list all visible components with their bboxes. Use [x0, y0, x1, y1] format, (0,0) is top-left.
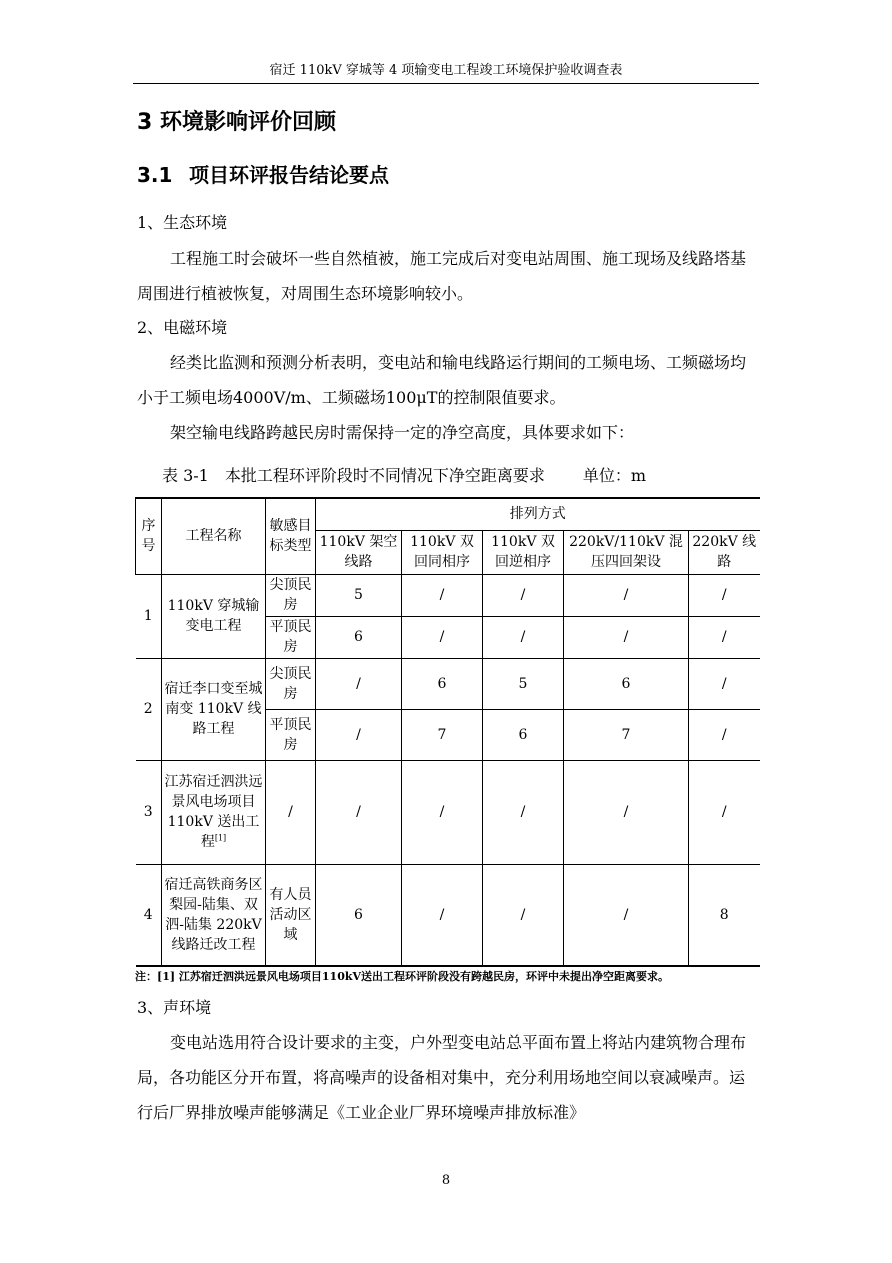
- section-title: 环境影响评价回顾: [159, 110, 336, 135]
- section-heading: [137, 107, 336, 139]
- header-col3: 110kV 双回逆相序: [483, 530, 564, 574]
- cell-value: /: [564, 574, 689, 616]
- cell-value: 8: [689, 864, 760, 966]
- header-arrangement: 排列方式: [316, 498, 760, 530]
- cell-value: 5: [483, 658, 564, 709]
- cell-value: /: [402, 616, 483, 658]
- row-seq: 1: [136, 574, 162, 658]
- header-target: 敏感目标类型: [266, 498, 316, 574]
- cell-value: /: [316, 709, 402, 760]
- cell-value: /: [689, 616, 760, 658]
- cell-value: 5: [316, 574, 402, 616]
- cell-value: /: [402, 864, 483, 966]
- cell-value: 6: [402, 658, 483, 709]
- subsection-title: 项目环评报告结论要点: [189, 163, 389, 187]
- cell-value: 7: [564, 709, 689, 760]
- row-name: 宿迁高铁商务区梨园-陆集、双泗-陆集 220kV 线路迁改工程: [162, 864, 266, 966]
- header-seq: 序号: [136, 498, 162, 574]
- cell-value: 7: [402, 709, 483, 760]
- row-name: 宿迁李口变至城南变 110kV 线路工程: [162, 658, 266, 760]
- subsection-heading: [137, 160, 389, 190]
- table-caption-text: 表 3-1 本批工程环评阶段时不同情况下净空距离要求: [162, 466, 545, 485]
- row-name: 110kV 穿城输变电工程: [162, 574, 266, 658]
- cell-value: /: [564, 864, 689, 966]
- row-target: 尖顶民房: [266, 574, 316, 616]
- cell-value: /: [316, 760, 402, 864]
- row-seq: 2: [136, 658, 162, 760]
- header-col5: 220kV 线路: [689, 530, 760, 574]
- cell-value: 6: [564, 658, 689, 709]
- noise-heading: 3、声环境: [137, 998, 212, 1017]
- footnote-ref: [1]: [214, 833, 227, 843]
- header-col4: 220kV/110kV 混压四回架设: [564, 530, 689, 574]
- table-row: [136, 658, 760, 709]
- row-target: /: [266, 760, 316, 864]
- cell-value: /: [689, 760, 760, 864]
- running-header: 宿迁 110kV 穿城等 4 项输变电工程竣工环境保护验收调查表: [269, 63, 623, 78]
- table-unit: 单位：m: [582, 466, 647, 485]
- section-number: 3: [137, 110, 153, 135]
- cell-value: /: [564, 616, 689, 658]
- cell-value: /: [483, 574, 564, 616]
- cell-value: /: [483, 616, 564, 658]
- noise-text: 变电站选用符合设计要求的主变，户外型变电站总平面布置上将站内建筑物合理布局，各功能区分开布置，将高噪声的设备相对集中，充分利用场地空间以衰减噪声。运行后厂界排放噪声能够满足《工业企业厂界环境噪声排放标准》: [137, 1033, 747, 1122]
- row-target: 平顶民房: [266, 616, 316, 658]
- row-name: [162, 760, 266, 864]
- cell-value: /: [483, 864, 564, 966]
- table-row: [136, 760, 760, 864]
- page-number: 8: [441, 1173, 451, 1188]
- cell-value: 6: [316, 864, 402, 966]
- emf-heading: 2、电磁环境: [137, 318, 228, 337]
- row-seq: 4: [136, 864, 162, 966]
- header-rule: [133, 83, 759, 84]
- cell-value: /: [402, 760, 483, 864]
- ecology-text: 工程施工时会破坏一些自然植被，施工完成后对变电站周围、施工现场及线路塔基周围进行植被恢复，对周围生态环境影响较小。: [137, 249, 747, 303]
- cell-value: /: [689, 709, 760, 760]
- ecology-heading: 1、生态环境: [137, 213, 228, 232]
- subsection-number: 3.1: [137, 163, 173, 187]
- row-seq: 3: [136, 760, 162, 864]
- table-caption: [162, 463, 646, 489]
- header-col2: 110kV 双回同相序: [402, 530, 483, 574]
- cell-value: /: [689, 658, 760, 709]
- cell-value: 6: [483, 709, 564, 760]
- emf-text-1: 经类比监测和预测分析表明，变电站和输电线路运行期间的工频电场、工频磁场均小于工频电场4000V/m、工频磁场100μT的控制限值要求。: [137, 353, 747, 407]
- cell-value: /: [689, 574, 760, 616]
- cell-value: /: [402, 574, 483, 616]
- row-target: 尖顶民房: [266, 658, 316, 709]
- header-name: 工程名称: [162, 498, 266, 574]
- cell-value: /: [564, 760, 689, 864]
- table-note: 注：[1] 江苏宿迁泗洪远景风电场项目110kV送出工程环评阶段没有跨越民房，环评中未提出净空距离要求。: [135, 970, 670, 983]
- emf-text-2: 架空输电线路跨越民房时需保持一定的净空高度，具体要求如下：: [170, 423, 635, 442]
- row-target: 有人员活动区域: [266, 864, 316, 966]
- table-row: [136, 574, 760, 616]
- row-target: 平顶民房: [266, 709, 316, 760]
- clearance-table: [135, 497, 760, 967]
- cell-value: 6: [316, 616, 402, 658]
- row-name-text: 江苏宿迁泗洪远景风电场项目 110kV 送出工程: [164, 774, 263, 850]
- header-col1: 110kV 架空线路: [316, 530, 402, 574]
- table-row: [136, 864, 760, 966]
- cell-value: /: [483, 760, 564, 864]
- cell-value: /: [316, 658, 402, 709]
